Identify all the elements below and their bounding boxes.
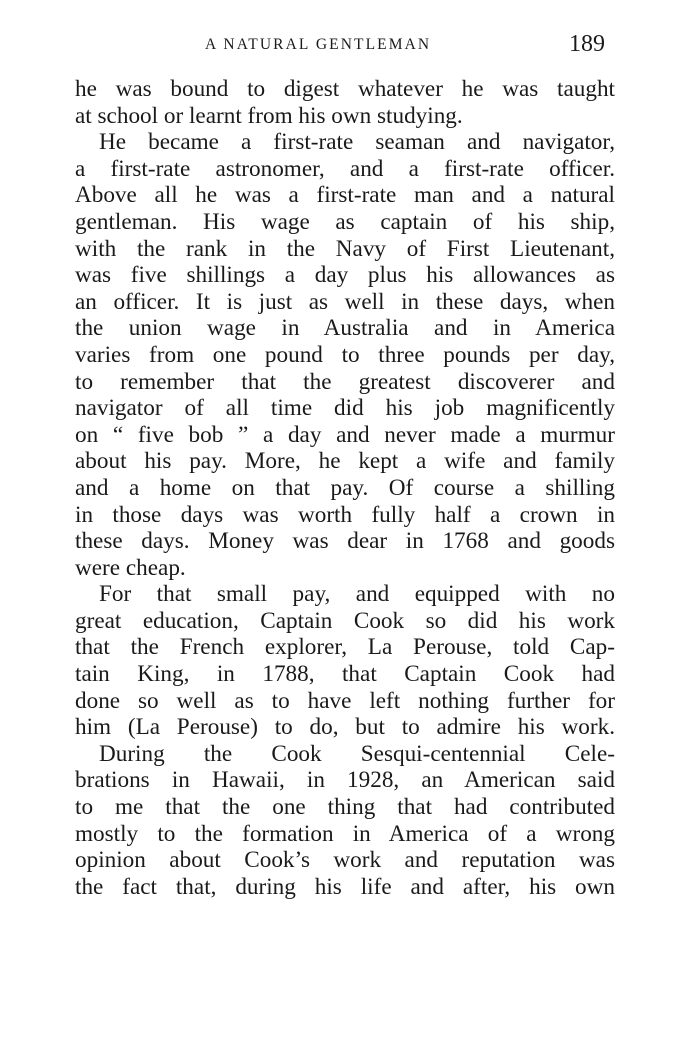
text-line: was five shillings a day plus his allowances as: [75, 262, 615, 289]
text-line: During the Cook Sesqui-centennial Cele-: [99, 740, 615, 767]
text-line: on “ five bob ” a day and never made a murmur: [75, 421, 615, 448]
text-line: brations in Hawaii, in 1928, an American said: [75, 767, 615, 794]
text-line: him (La Perouse) to do, but to admire his work.: [75, 714, 615, 741]
text-line: Above all he was a first-rate man and a natural: [75, 182, 615, 209]
running-header: [0, 33, 700, 57]
text-line: the fact that, during his life and after, his own: [75, 873, 615, 900]
text-line: about his pay. More, he kept a wife and family: [75, 448, 615, 475]
text-line: with the rank in the Navy of First Lieutenant,: [75, 235, 615, 262]
text-line: tain King, in 1788, that Captain Cook had: [75, 661, 615, 688]
text-line: that the French explorer, La Perouse, told Cap-: [75, 634, 615, 661]
text-line: in those days was worth fully half a crown in: [75, 501, 615, 528]
text-line: mostly to the formation in America of a wrong: [75, 820, 615, 847]
text-line: done so well as to have left nothing further for: [75, 687, 615, 714]
body-text: [75, 76, 615, 900]
text-line: to remember that the greatest discoverer and: [75, 368, 615, 395]
text-line: opinion about Cook’s work and reputation was: [75, 847, 615, 874]
text-line: varies from one pound to three pounds per day,: [75, 341, 615, 368]
text-line: a first-rate astronomer, and a first-rate officer.: [75, 155, 615, 182]
text-line: were cheap.: [75, 554, 186, 581]
text-line: great education, Captain Cook so did his work: [75, 607, 615, 634]
text-line: gentleman. His wage as captain of his ship,: [75, 208, 615, 235]
text-line: For that small pay, and equipped with no: [99, 581, 615, 608]
page-number: 189: [569, 31, 605, 57]
text-line: an officer. It is just as well in these days, when: [75, 288, 615, 315]
text-line: He became a first-rate seaman and navigator,: [99, 129, 615, 156]
text-line: and a home on that pay. Of course a shilling: [75, 474, 615, 501]
text-line: to me that the one thing that had contributed: [75, 794, 615, 821]
running-title: A NATURAL GENTLEMAN: [205, 36, 432, 53]
text-line: he was bound to digest whatever he was taught: [75, 76, 615, 102]
text-line: at school or learnt from his own studying.: [75, 102, 463, 129]
text-line: navigator of all time did his job magnificently: [75, 395, 615, 422]
text-line: the union wage in Australia and in America: [75, 315, 615, 342]
text-line: these days. Money was dear in 1768 and goods: [75, 528, 615, 555]
